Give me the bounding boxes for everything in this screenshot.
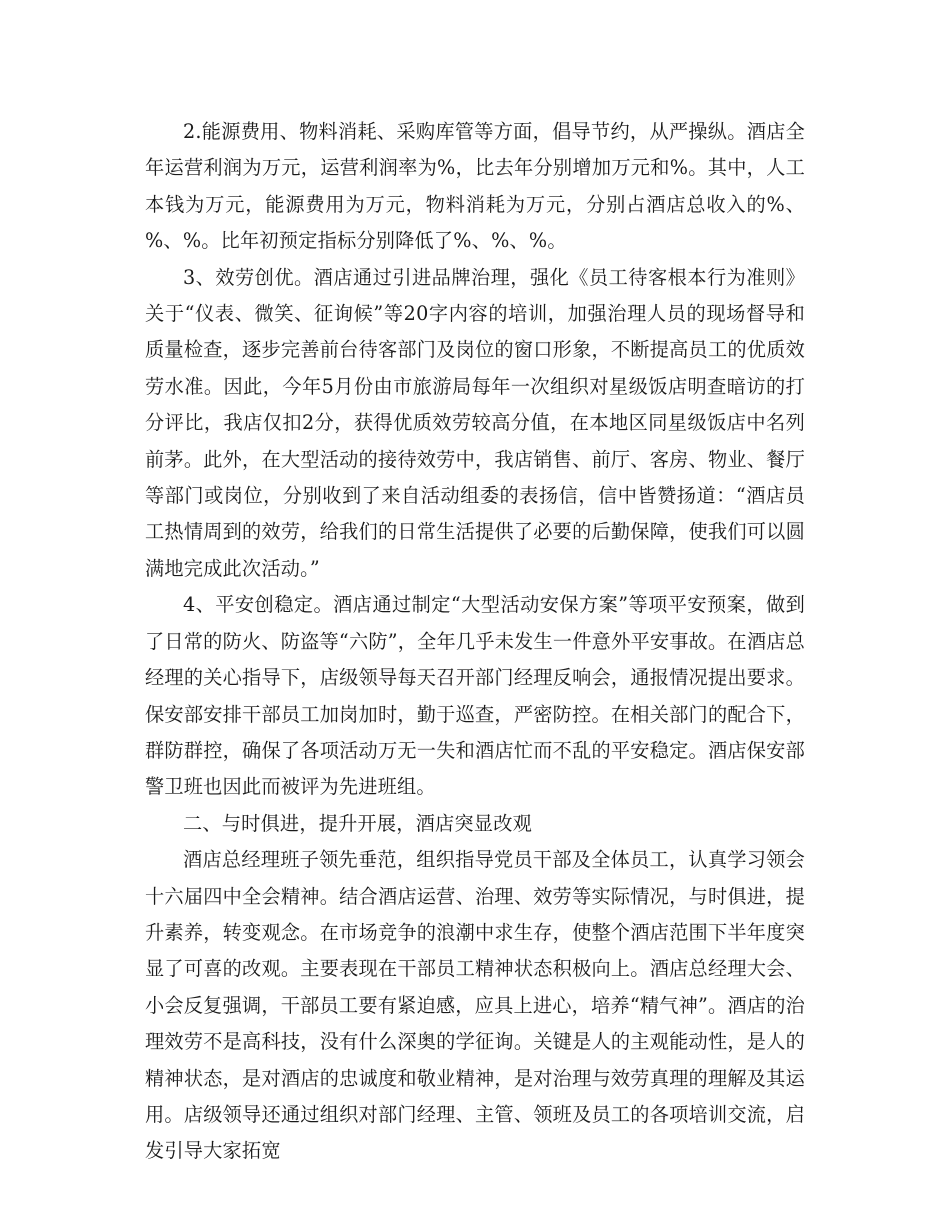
section-heading-progress: 二、与时俱进，提升开展，酒店突显改观: [183, 811, 532, 835]
paragraph-leadership: 酒店总经理班子领先垂范，组织指导党员干部及全体员工，认真学习领会十六届四中全会精神。结合酒店运营、治理、效劳等实际情况，与时俱进，提升素养，转变观念。在市场竞争的浪潮中求生存，使整个酒店范围下半年度突显了可喜的改观。主要表现在干部员工精神状态积极向上。酒店总经理大会、小会反复强调，干部员工要有紧迫感，应具上进心，培养“精气神”。酒店的治理效劳不是高科技，没有什么深奥的学征询。关键是人的主观能动性，是人的精神状态，是对酒店的忠诚度和敬业精神，是对治理与效劳真理的理解及其运用。店级领导还通过组织对部门经理、主管、领班及员工的各项培训交流，启发引导大家拓宽: [145, 848, 805, 1163]
paragraph-safety-stability: 4、平安创稳定。酒店通过制定“大型活动安保方案”等项平安预案，做到了日常的防火、防盗等“六防”，全年几乎未发生一件意外平安事故。在酒店总经理的关心指导下，店级领导每天召开部门经理反响会，通报情况提出要求。保安部安排干部员工加岗加时，勤于巡查，严密防控。在相关部门的配合下，群防群控，确保了各项活动万无一失和酒店忙而不乱的平安稳定。酒店保安部警卫班也因此而被评为先进班组。: [145, 593, 805, 799]
paragraph-service-excellence: 3、效劳创优。酒店通过引进品牌治理，强化《员工待客根本行为准则》关于“仪表、微笑、征询候”等20字内容的培训，加强治理人员的现场督导和质量检查，逐步完善前台待客部门及岗位的窗口形象，不断提高员工的优质效劳水准。因此，今年5月份由市旅游局每年一次组织对星级饭店明查暗访的打分评比，我店仅扣2分，获得优质效劳较高分值，在本地区同星级饭店中名列前茅。此外，在大型活动的接待效劳中，我店销售、前厅、客房、物业、餐厅等部门或岗位，分别收到了来自活动组委的表扬信，信中皆赞扬道：“酒店员工热情周到的效劳，给我们的日常生活提供了必要的后勤保障，使我们可以圆满地完成此次活动。”: [145, 265, 805, 580]
paragraph-energy-costs: 2.能源费用、物料消耗、采购库管等方面，倡导节约，从严操纵。酒店全年运营利润为万元，运营利润率为%，比去年分别增加万元和%。其中，人工本钱为万元，能源费用为万元，物料消耗为万元，分别占酒店总收入的%、%、%。比年初预定指标分别降低了%、%、%。: [145, 120, 805, 253]
document-body: [145, 114, 805, 1170]
